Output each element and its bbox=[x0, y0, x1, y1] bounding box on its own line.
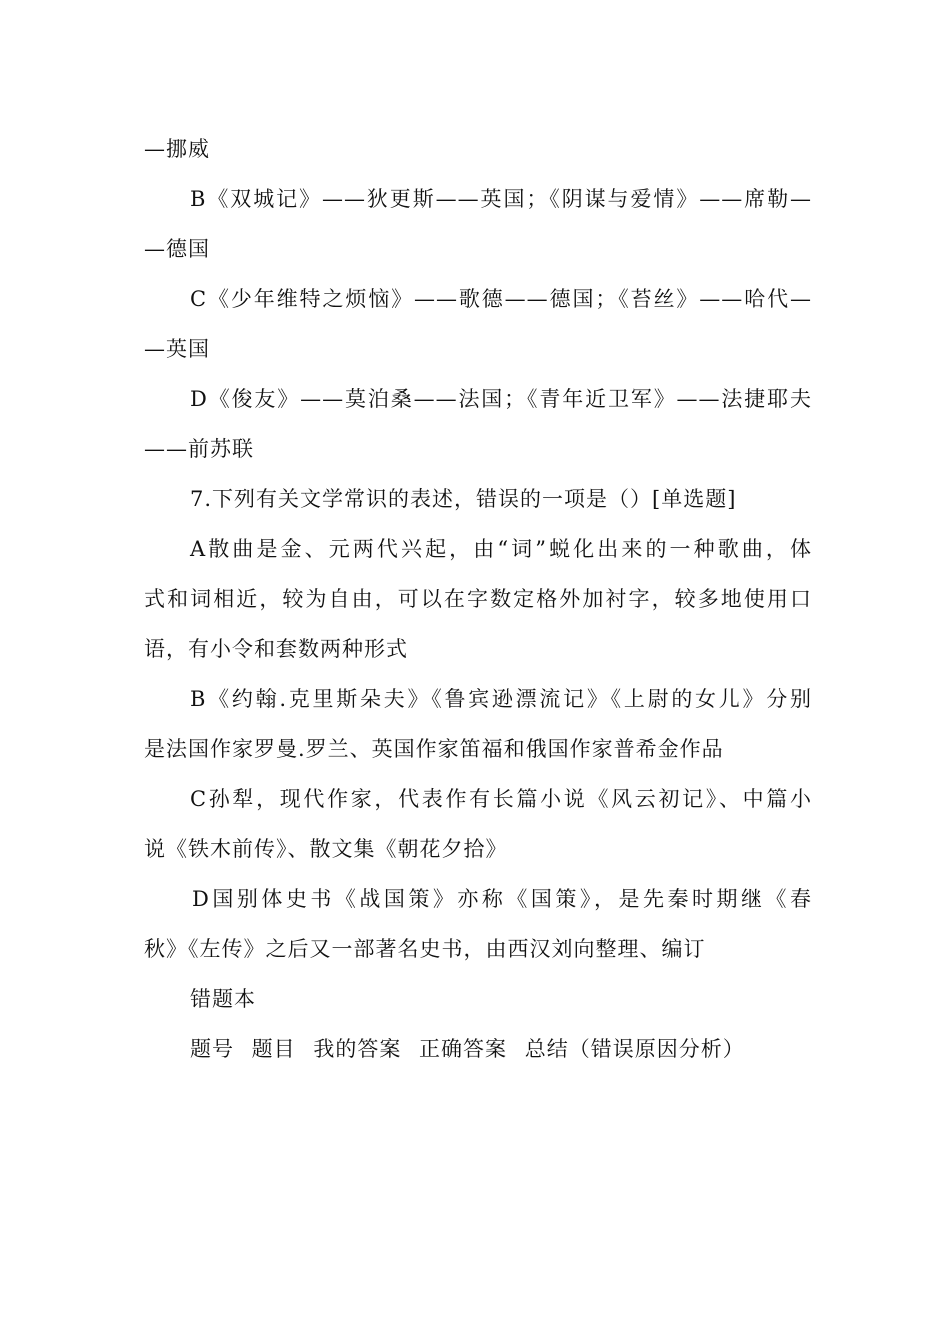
text-line-1: —挪威 bbox=[144, 137, 210, 161]
q7-option-a-line-3: 语，有小令和套数两种形式 bbox=[144, 637, 408, 661]
q7-option-a-line-1: A散曲是金、元两代兴起，由“词”蜕化出来的一种歌曲，体 bbox=[190, 537, 812, 561]
option-c-line-2: —英国 bbox=[144, 337, 210, 361]
document-body bbox=[144, 124, 812, 1074]
option-d-line-1: D《俊友》——莫泊桑——法国；《青年近卫军》——法捷耶夫 bbox=[190, 387, 812, 411]
option-c-line-1: C《少年维特之烦恼》——歌德——德国；《苔丝》——哈代— bbox=[190, 287, 812, 311]
option-d-line-2: ——前苏联 bbox=[144, 437, 254, 461]
q7-option-c-line-2: 说《铁木前传》、散文集《朝花夕拾》 bbox=[144, 837, 508, 861]
option-b-line-1: B《双城记》——狄更斯——英国；《阴谋与爱情》——席勒— bbox=[190, 187, 812, 211]
q7-option-b-line-1: B《约翰.克里斯朵夫》《鲁宾逊漂流记》《上尉的女儿》分别 bbox=[190, 687, 812, 711]
error-notebook-heading: 错题本 bbox=[190, 987, 256, 1011]
q7-option-c-line-1: C孙犁，现代作家，代表作有长篇小说《风云初记》、中篇小 bbox=[190, 787, 812, 811]
q7-option-d-line-2: 秋》《左传》之后又一部著名史书，由西汉刘向整理、编订 bbox=[144, 937, 706, 961]
q7-option-b-line-2: 是法国作家罗曼.罗兰、英国作家笛福和俄国作家普希金作品 bbox=[144, 737, 724, 761]
option-b-line-2: —德国 bbox=[144, 237, 210, 261]
q7-option-a-line-2: 式和词相近，较为自由，可以在字数定格外加衬字，较多地使用口 bbox=[144, 587, 812, 611]
q7-option-d-line-1: D国别体史书《战国策》亦称《国策》，是先秦时期继《春 bbox=[192, 887, 812, 911]
error-notebook-table-header: 题号 题目 我的答案 正确答案 总结（错误原因分析） bbox=[190, 1037, 745, 1061]
question-7-title: 7.下列有关文学常识的表述，错误的一项是（）[单选题] bbox=[190, 487, 737, 511]
